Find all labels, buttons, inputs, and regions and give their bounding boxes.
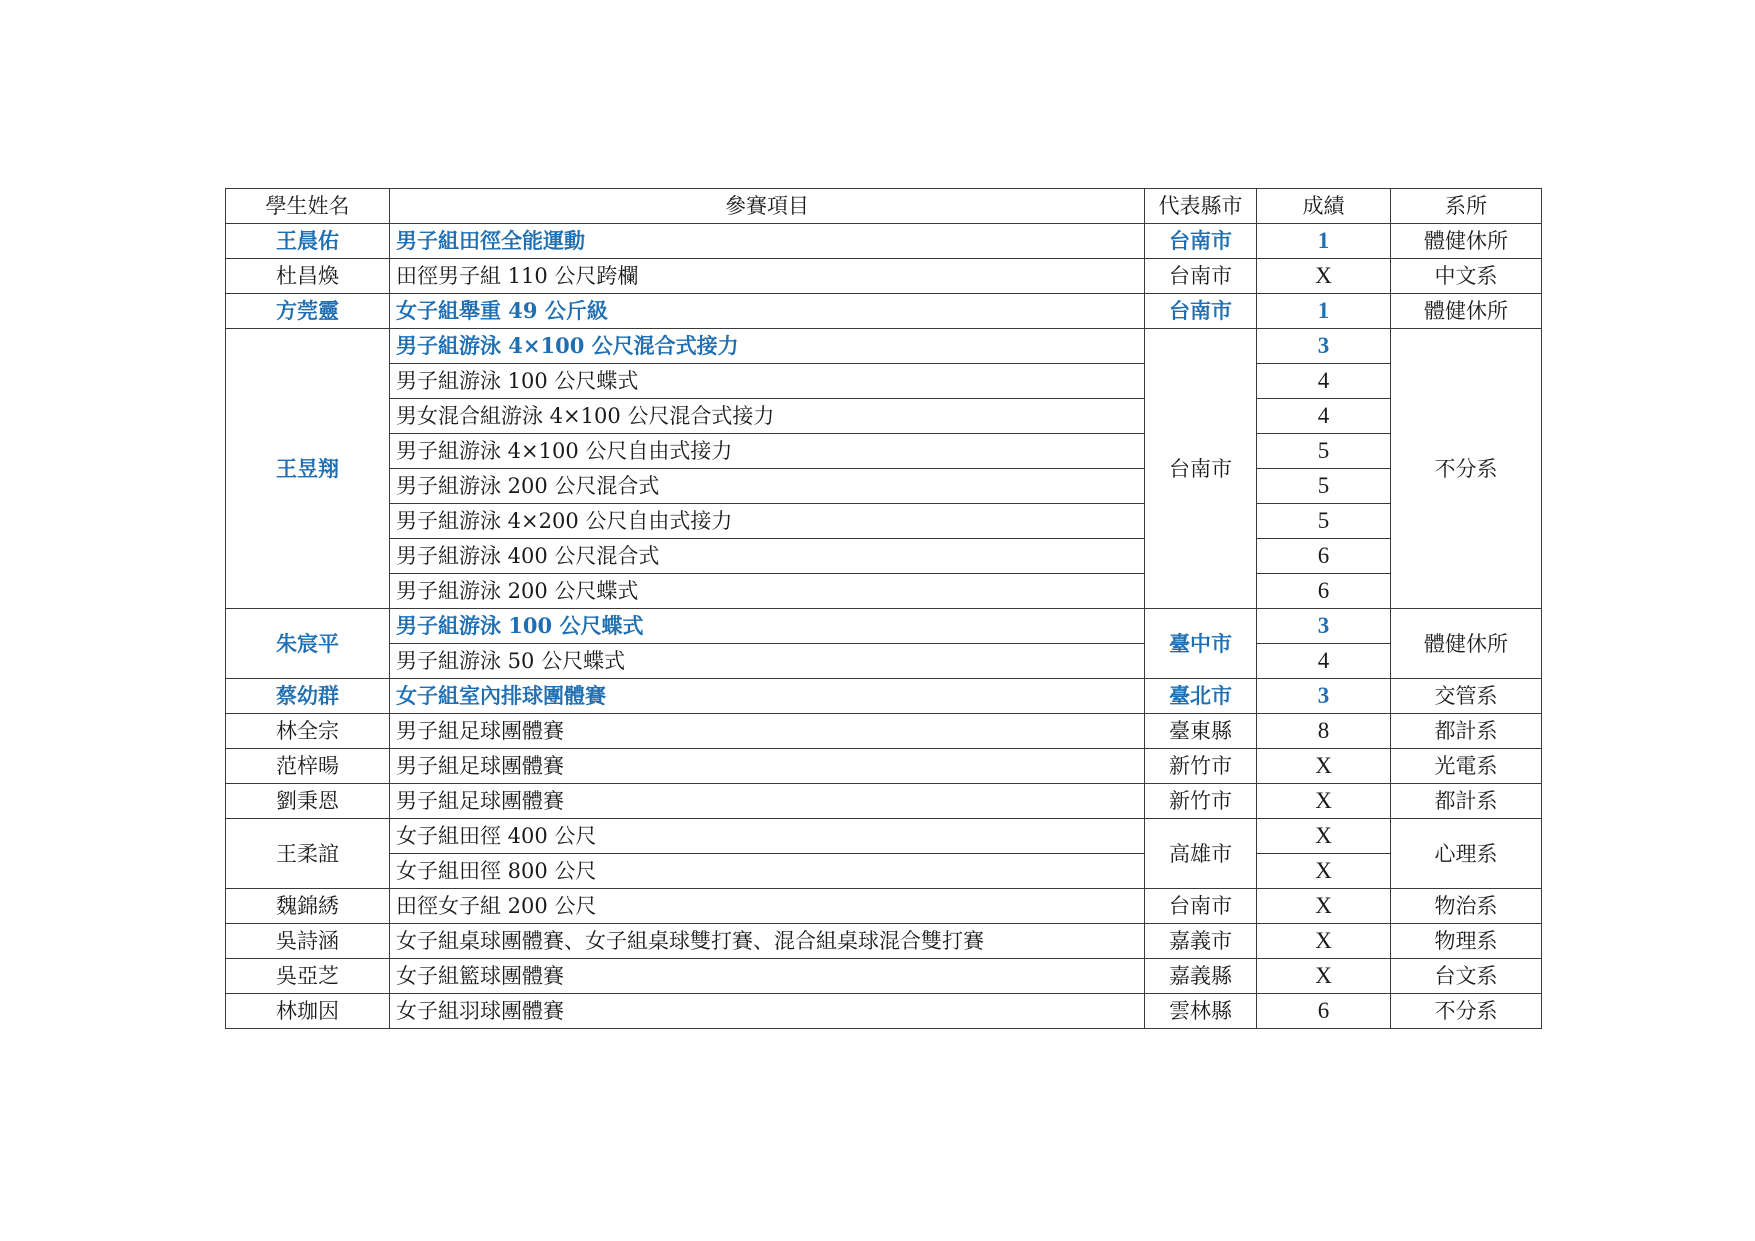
student-name: 蔡幼群 (226, 679, 390, 714)
score: X (1257, 819, 1391, 854)
table-row (226, 854, 1542, 889)
event-name: 男子組游泳 200 公尺混合式 (390, 469, 1145, 504)
department: 體健休所 (1391, 609, 1542, 679)
score: 5 (1257, 434, 1391, 469)
table-row (226, 434, 1542, 469)
header-name: 學生姓名 (226, 189, 390, 224)
table-row (226, 924, 1542, 959)
city: 臺中市 (1145, 609, 1257, 679)
city: 嘉義縣 (1145, 959, 1257, 994)
score: 6 (1257, 539, 1391, 574)
results-sheet (225, 188, 1541, 1029)
table-row (226, 959, 1542, 994)
city: 高雄市 (1145, 819, 1257, 889)
event-name: 女子組桌球團體賽、女子組桌球雙打賽、混合組桌球混合雙打賽 (390, 924, 1145, 959)
city: 台南市 (1145, 329, 1257, 609)
student-name: 范梓暘 (226, 749, 390, 784)
event-name: 女子組田徑 400 公尺 (390, 819, 1145, 854)
department: 不分系 (1391, 329, 1542, 609)
table-row (226, 784, 1542, 819)
table-row (226, 574, 1542, 609)
department: 台文系 (1391, 959, 1542, 994)
department: 中文系 (1391, 259, 1542, 294)
table-row (226, 329, 1542, 364)
student-name: 方莞靈 (226, 294, 390, 329)
score: X (1257, 924, 1391, 959)
score: 1 (1257, 294, 1391, 329)
student-name: 朱宸平 (226, 609, 390, 679)
header-score: 成績 (1257, 189, 1391, 224)
score: 4 (1257, 644, 1391, 679)
student-name: 王昱翔 (226, 329, 390, 609)
score: 3 (1257, 609, 1391, 644)
event-name: 男子組田徑全能運動 (390, 224, 1145, 259)
score: 5 (1257, 469, 1391, 504)
score: 6 (1257, 994, 1391, 1029)
city: 台南市 (1145, 889, 1257, 924)
table-row (226, 224, 1542, 259)
table-row (226, 539, 1542, 574)
department: 體健休所 (1391, 294, 1542, 329)
city: 臺東縣 (1145, 714, 1257, 749)
event-name: 男子組游泳 100 公尺蝶式 (390, 609, 1145, 644)
results-table (225, 188, 1542, 1029)
score: 6 (1257, 574, 1391, 609)
table-row (226, 889, 1542, 924)
event-name: 男女混合組游泳 4×100 公尺混合式接力 (390, 399, 1145, 434)
city: 台南市 (1145, 224, 1257, 259)
student-name: 林全宗 (226, 714, 390, 749)
department: 都計系 (1391, 714, 1542, 749)
table-row (226, 469, 1542, 504)
student-name: 王柔誼 (226, 819, 390, 889)
score: 1 (1257, 224, 1391, 259)
city: 臺北市 (1145, 679, 1257, 714)
department: 物理系 (1391, 924, 1542, 959)
department: 都計系 (1391, 784, 1542, 819)
department: 光電系 (1391, 749, 1542, 784)
student-name: 林珈因 (226, 994, 390, 1029)
score: 5 (1257, 504, 1391, 539)
score: 3 (1257, 329, 1391, 364)
table-row (226, 364, 1542, 399)
table-row (226, 259, 1542, 294)
city: 台南市 (1145, 294, 1257, 329)
event-name: 男子組足球團體賽 (390, 784, 1145, 819)
student-name: 杜昌煥 (226, 259, 390, 294)
department: 不分系 (1391, 994, 1542, 1029)
event-name: 男子組足球團體賽 (390, 749, 1145, 784)
department: 交管系 (1391, 679, 1542, 714)
event-name: 女子組羽球團體賽 (390, 994, 1145, 1029)
table-row (226, 994, 1542, 1029)
department: 物治系 (1391, 889, 1542, 924)
score: X (1257, 784, 1391, 819)
table-row (226, 749, 1542, 784)
score: 8 (1257, 714, 1391, 749)
score: 4 (1257, 364, 1391, 399)
table-row (226, 399, 1542, 434)
table-row (226, 609, 1542, 644)
department: 心理系 (1391, 819, 1542, 889)
student-name: 魏錦綉 (226, 889, 390, 924)
student-name: 吳詩涵 (226, 924, 390, 959)
student-name: 吳亞芝 (226, 959, 390, 994)
department: 體健休所 (1391, 224, 1542, 259)
event-name: 男子組游泳 4×200 公尺自由式接力 (390, 504, 1145, 539)
score: X (1257, 889, 1391, 924)
table-row (226, 504, 1542, 539)
score: X (1257, 749, 1391, 784)
table-row (226, 679, 1542, 714)
score: 4 (1257, 399, 1391, 434)
event-name: 田徑男子組 110 公尺跨欄 (390, 259, 1145, 294)
event-name: 男子組游泳 4×100 公尺自由式接力 (390, 434, 1145, 469)
student-name: 王晨佑 (226, 224, 390, 259)
header-event: 參賽項目 (390, 189, 1145, 224)
header-city: 代表縣市 (1145, 189, 1257, 224)
event-name: 女子組籃球團體賽 (390, 959, 1145, 994)
event-name: 田徑女子組 200 公尺 (390, 889, 1145, 924)
city: 新竹市 (1145, 784, 1257, 819)
event-name: 男子組足球團體賽 (390, 714, 1145, 749)
score: X (1257, 259, 1391, 294)
city: 新竹市 (1145, 749, 1257, 784)
city: 台南市 (1145, 259, 1257, 294)
score: X (1257, 959, 1391, 994)
event-name: 男子組游泳 100 公尺蝶式 (390, 364, 1145, 399)
table-row (226, 644, 1542, 679)
city: 雲林縣 (1145, 994, 1257, 1029)
score: 3 (1257, 679, 1391, 714)
table-row (226, 294, 1542, 329)
city: 嘉義市 (1145, 924, 1257, 959)
table-row (226, 714, 1542, 749)
header-dept: 系所 (1391, 189, 1542, 224)
table-row (226, 819, 1542, 854)
student-name: 劉秉恩 (226, 784, 390, 819)
header-row (226, 189, 1542, 224)
event-name: 女子組舉重 49 公斤級 (390, 294, 1145, 329)
event-name: 男子組游泳 200 公尺蝶式 (390, 574, 1145, 609)
score: X (1257, 854, 1391, 889)
results-body (226, 224, 1542, 1029)
event-name: 男子組游泳 4×100 公尺混合式接力 (390, 329, 1145, 364)
event-name: 女子組田徑 800 公尺 (390, 854, 1145, 889)
event-name: 男子組游泳 400 公尺混合式 (390, 539, 1145, 574)
event-name: 男子組游泳 50 公尺蝶式 (390, 644, 1145, 679)
event-name: 女子組室內排球團體賽 (390, 679, 1145, 714)
